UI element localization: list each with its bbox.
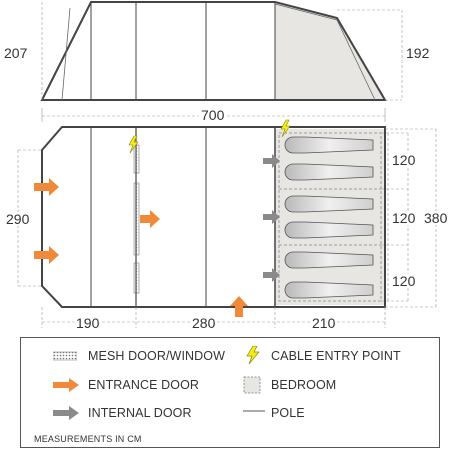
total-width-label: 380 bbox=[424, 210, 448, 226]
section-1-label: 190 bbox=[76, 315, 100, 331]
floor-width-label: 290 bbox=[6, 211, 30, 227]
bedroom-bay-1-label: 120 bbox=[392, 152, 416, 168]
sleeping-bag bbox=[285, 222, 373, 238]
sleeping-bag bbox=[285, 252, 373, 268]
measurements-note: MEASUREMENTS IN CM bbox=[34, 434, 142, 444]
sleeping-bag bbox=[285, 196, 373, 212]
legend-pole-label: POLE bbox=[271, 406, 305, 420]
mesh-window bbox=[134, 145, 139, 173]
floor-plan bbox=[34, 120, 385, 317]
bedroom-area bbox=[275, 129, 385, 305]
side-right-height-label: 192 bbox=[406, 45, 430, 61]
line-icon bbox=[243, 408, 265, 414]
orange-arrow-icon bbox=[53, 378, 79, 392]
legend-internal-label: INTERNAL DOOR bbox=[88, 406, 192, 420]
side-view-door-line bbox=[62, 8, 70, 100]
mesh-door bbox=[134, 183, 139, 255]
mesh-window bbox=[134, 263, 139, 293]
legend-mesh-label: MESH DOOR/WINDOW bbox=[88, 349, 226, 363]
legend-cable-label: CABLE ENTRY POINT bbox=[271, 349, 401, 363]
grey-arrow-icon bbox=[53, 406, 79, 420]
entrance-door-arrow bbox=[34, 246, 59, 264]
lightning-bolt-icon bbox=[245, 346, 261, 364]
total-length-label: 700 bbox=[201, 107, 225, 123]
side-view bbox=[42, 2, 402, 100]
entrance-door-arrow bbox=[34, 178, 59, 196]
legend-bedroom-label: BEDROOM bbox=[271, 378, 337, 392]
bedroom-bay-3-label: 120 bbox=[392, 273, 416, 289]
section-2-label: 280 bbox=[192, 315, 216, 331]
sleeping-bag bbox=[285, 137, 373, 153]
section-3-label: 210 bbox=[312, 315, 336, 331]
legend-entrance-label: ENTRANCE DOOR bbox=[88, 378, 200, 392]
side-left-height-label: 207 bbox=[4, 45, 28, 61]
mesh-pattern-icon bbox=[53, 351, 77, 361]
sleeping-bag bbox=[285, 164, 373, 180]
legend bbox=[20, 337, 440, 448]
dashed-square-icon bbox=[243, 376, 261, 394]
sleeping-bag bbox=[285, 282, 373, 298]
bedroom-bay-2-label: 120 bbox=[392, 210, 416, 226]
entrance-door-arrow bbox=[140, 210, 160, 228]
